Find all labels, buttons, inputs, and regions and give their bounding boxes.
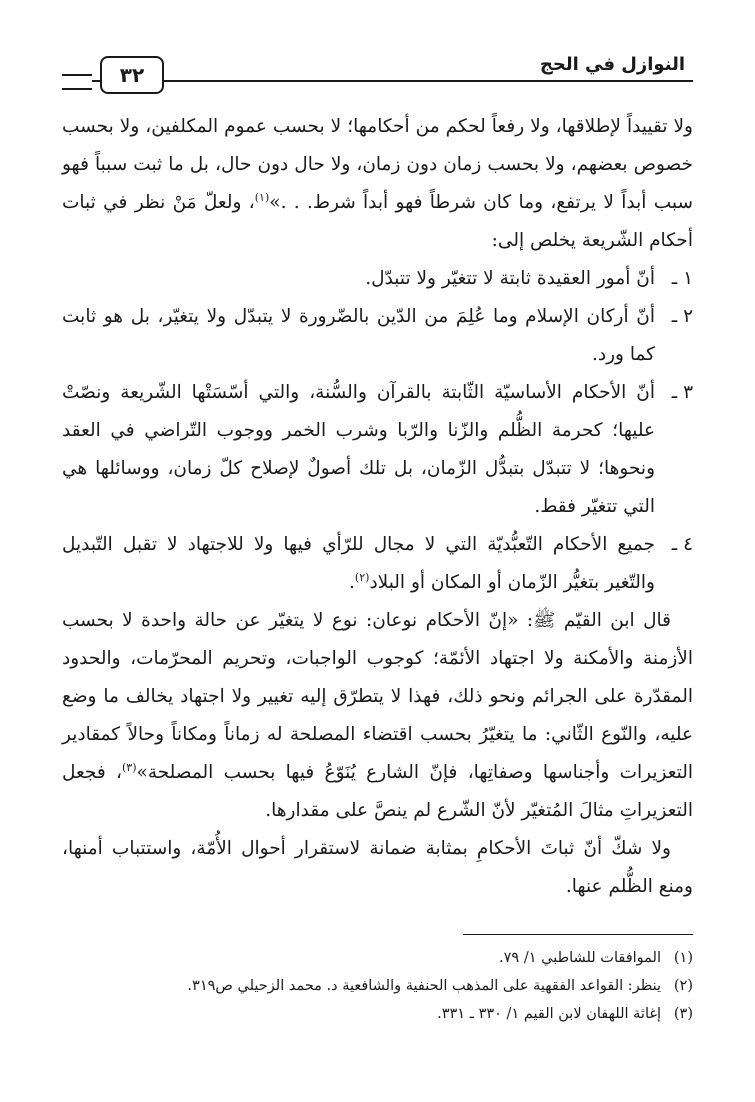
- footnote-separator: [463, 934, 693, 935]
- footnote: [62, 1000, 693, 1028]
- body-text: [62, 108, 693, 906]
- footnote-number: (٢): [673, 978, 693, 994]
- footnote: [62, 944, 693, 972]
- page-number: ٣٢: [100, 56, 164, 94]
- footnote-text: إغاثة اللهفان لابن القيم ١/ ٣٣٠ ـ ٣٣١.: [437, 1006, 661, 1022]
- list-item: [62, 298, 693, 374]
- list-item-text: جميع الأحكام التّعبُّديّة التي لا مجال للرّأي فيها ولا للاجتهاد لا تقبل التّبديل والتّغير بتغيُّر الزّمان أو المكان أو البلاد$^{(٢)}$.: [62, 534, 655, 593]
- footnote-text: الموافقات للشاطبي ١/ ٧٩.: [499, 950, 661, 966]
- footnote-ref-2: (٢): [354, 570, 370, 584]
- closing-paragraph: ولا شكّ أنّ ثباتَ الأحكامِ بمثابة ضمانة لاستقرار أحوال الأُمّة، واستتباب أمنها، ومنع الظُّلم عنها.: [62, 838, 693, 897]
- running-header: [62, 50, 693, 94]
- opening-paragraph: ولا تقييداً لإطلاقها، ولا رفعاً لحكم من أحكامها؛ لا بحسب عموم المكلفين، ولا بحسب خصوص بعضهم، ولا بحسب زمان دون زمان، ولا حال دون حال، بل ما ثبت سبباً فهو سبب أبداً لا يرتفع، وما كان شرطاً فهو أبداً شرط. . .»$^{(١)}$، ولعلّ مَنْ نظر في ثبات أحكام الشّريعة يخلص إلى:: [62, 116, 693, 251]
- list-item-text: أنّ أركان الإسلام وما عُلِمَ من الدّين بالضّرورة لا يتبدّل ولا يتغيّر، بل هو ثابت كما ورد.: [62, 306, 655, 365]
- book-title: النوازل في الحج: [530, 54, 685, 75]
- footnote-number: (١): [673, 950, 693, 966]
- list-item-number: ٢ ـ: [671, 306, 693, 327]
- list-item-text: أنّ الأحكام الأساسيّة الثّابتة بالقرآن والسُّنة، والتي أسّسَتْها الشّريعة ونصّتْ عليها؛ كحرمة الظُّلم والزّنا والرّبا وشرب الخمر ووجوب التّراضي في العقد ونحوها؛ لا تتبدّل بتبدُّل الزّمان، بل تلك أصولٌ لإصلاح كلّ زمان، ووسائلها هي التي تتغيّر فقط.: [62, 382, 655, 517]
- list-item: [62, 374, 693, 526]
- list-item: [62, 260, 693, 298]
- list-item-number: ٤ ـ: [671, 534, 693, 555]
- footnote-ref-1: (١): [254, 190, 270, 204]
- footnote-number: (٣): [673, 1006, 693, 1022]
- list-item-text: أنّ أمور العقيدة ثابتة لا تتغيّر ولا تتبدّل.: [365, 268, 655, 289]
- footnote: [62, 972, 693, 1000]
- list-item-number: ٣ ـ: [671, 382, 693, 403]
- list-item: [62, 526, 693, 602]
- footnote-text: ينظر: القواعد الفقهية على المذهب الحنفية والشافعية د. محمد الزحيلي ص٣١٩.: [187, 978, 661, 994]
- header-ornament-lines: [62, 74, 92, 90]
- footnote-ref-3: (٣): [121, 760, 137, 774]
- list-item-number: ١ ـ: [671, 268, 693, 289]
- quote-paragraph: قال ابن القيّم ﷺ: «إنّ الأحكام نوعان: نوع لا يتغيّر عن حالة واحدة لا بحسب الأزمنة والأمكنة ولا اجتهاد الأئمّة؛ كوجوب الواجبات، وتحريم المحرّمات، والحدود المقدّرة على الجرائم ونحو ذلك، فهذا لا يتطرّق إليه تغيير ولا اجتهاد يخالف ما وضع عليه، والنّوع الثّاني: ما يتغيّرُ بحسب اقتضاء المصلحة له زماناً ومكاناً وحالاً كمقادير التعزيرات وأجناسها وصفاتِها، فإنّ الشارع يُنَوّعُ فيها بحسب المصلحة»$^{(٣)}$، فجعل التعزيراتِ مثالَ المُتغيّر لأنّ الشّرع لم ينصَّ على مقدارها.: [62, 610, 693, 821]
- footnotes: [62, 944, 693, 1028]
